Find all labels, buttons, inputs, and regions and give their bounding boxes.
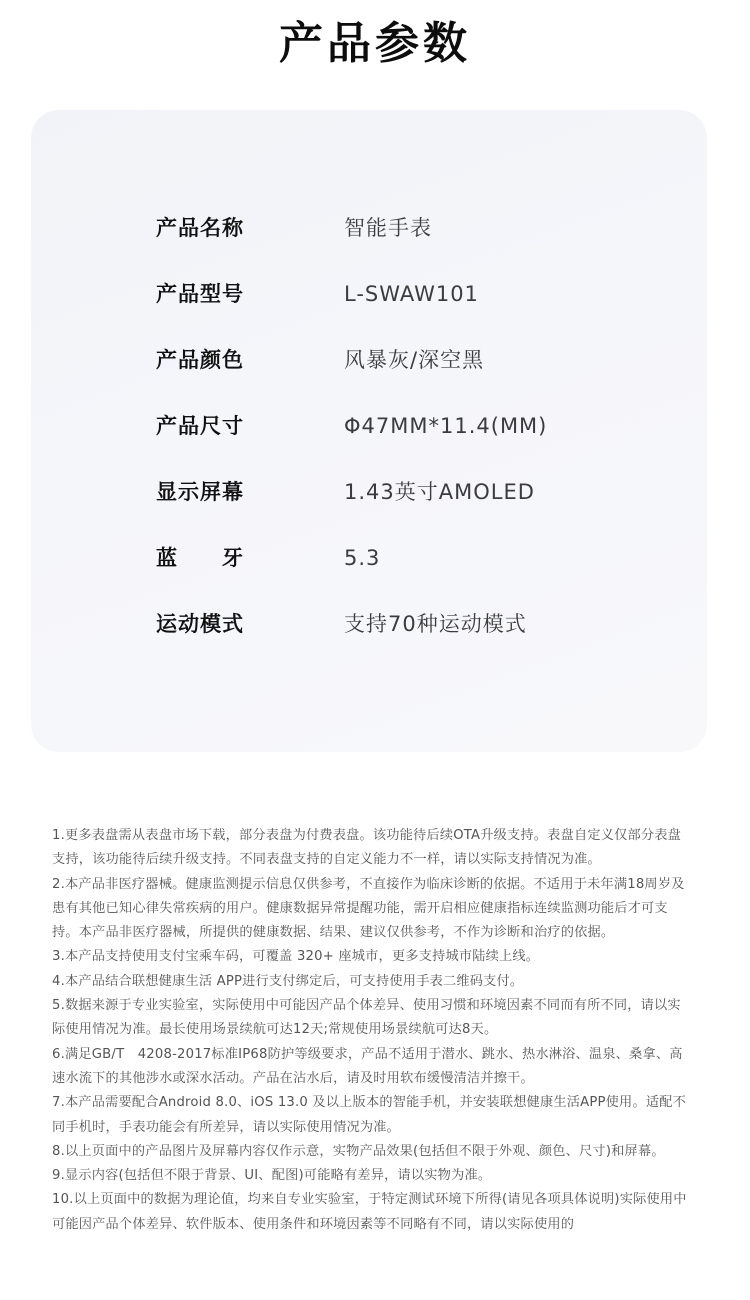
footnote-item: 7.本产品需要配合Android 8.0、iOS 13.0 及以上版本的智能手机，并安装联想健康生活APP使用。适配不同手机时，手表功能会有所差异，请以实际使用情况为准。 bbox=[52, 1095, 686, 1135]
spec-row-model bbox=[156, 274, 479, 314]
spec-value: 风暴灰/深空黑 bbox=[344, 348, 485, 372]
spec-value: L-SWAW101 bbox=[344, 282, 479, 306]
footnotes bbox=[52, 824, 692, 1237]
footnote-item: 8.以上页面中的产品图片及屏幕内容仅作示意，实物产品效果(包括但不限于外观、颜色、尺寸)和屏幕。 bbox=[52, 1143, 665, 1159]
spec-value: 智能手表 bbox=[344, 216, 432, 240]
spec-label: 产品名称 bbox=[156, 216, 244, 240]
spec-value: 支持70种运动模式 bbox=[344, 612, 527, 636]
footnote-item: 6.满足GB/T 4208-2017标准IP68防护等级要求，产品不适用于潜水、跳水、热水淋浴、温泉、桑拿、高速水流下的其他涉水或深水活动。产品在沾水后，请及时用软布缓慢清洁并擦干。 bbox=[52, 1046, 683, 1086]
footnote-item: 10.以上页面中的数据为理论值，均来自专业实验室，于特定测试环境下所得(请见各项具体说明)实际使用中可能因产品个体差异、软件版本、使用条件和环境因素等不同略有不同，请以实际使用的 bbox=[52, 1192, 687, 1232]
spec-row-display bbox=[156, 472, 535, 512]
footnote-item: 1.更多表盘需从表盘市场下载，部分表盘为付费表盘。该功能待后续OTA升级支持。表盘自定义仅部分表盘支持，该功能待后续升级支持。不同表盘支持的自定义能力不一样，请以实际支持情况为准。 bbox=[52, 828, 682, 868]
spec-value: Φ47MM*11.4(MM) bbox=[344, 414, 548, 438]
page-title: 产品参数 bbox=[279, 18, 471, 69]
spec-row-bluetooth bbox=[156, 538, 380, 578]
footnote-item: 5.数据来源于专业实验室，实际使用中可能因产品个体差异、使用习惯和环境因素不同而有所不同，请以实际使用情况为准。最长使用场景续航可达12天;常规使用场景续航可达8天。 bbox=[52, 998, 681, 1038]
spec-label: 产品尺寸 bbox=[156, 414, 244, 438]
spec-label: 显示屏幕 bbox=[156, 480, 244, 504]
spec-row-color bbox=[156, 340, 484, 380]
spec-label: 蓝 牙 bbox=[156, 546, 244, 570]
spec-row-size bbox=[156, 406, 547, 446]
spec-label: 运动模式 bbox=[156, 612, 244, 636]
footnote-item: 2.本产品非医疗器械。健康监测提示信息仅供参考，不直接作为临床诊断的依据。不适用于未年满18周岁及患有其他已知心律失常疾病的用户。健康数据异常提醒功能，需开启相应健康指标连续监测功能后才可支持。本产品非医疗器械，所提供的健康数据、结果、建议仅供参考，不作为诊断和治疗的依据。 bbox=[52, 876, 685, 941]
spec-row-name bbox=[156, 208, 432, 248]
spec-value: 1.43英寸AMOLED bbox=[344, 480, 535, 504]
footnote-item: 3.本产品支持使用支付宝乘车码，可覆盖 320+ 座城市，更多支持城市陆续上线。 bbox=[52, 949, 540, 965]
footnote-item: 4.本产品结合联想健康生活 APP进行支付绑定后，可支持使用手表二维码支付。 bbox=[52, 973, 524, 989]
spec-label: 产品颜色 bbox=[156, 348, 244, 372]
spec-row-sport-modes bbox=[156, 604, 527, 644]
spec-label: 产品型号 bbox=[156, 282, 244, 306]
footnote-item: 9.显示内容(包括但不限于背景、UI、配图)可能略有差异，请以实物为准。 bbox=[52, 1168, 492, 1184]
spec-value: 5.3 bbox=[344, 546, 381, 570]
